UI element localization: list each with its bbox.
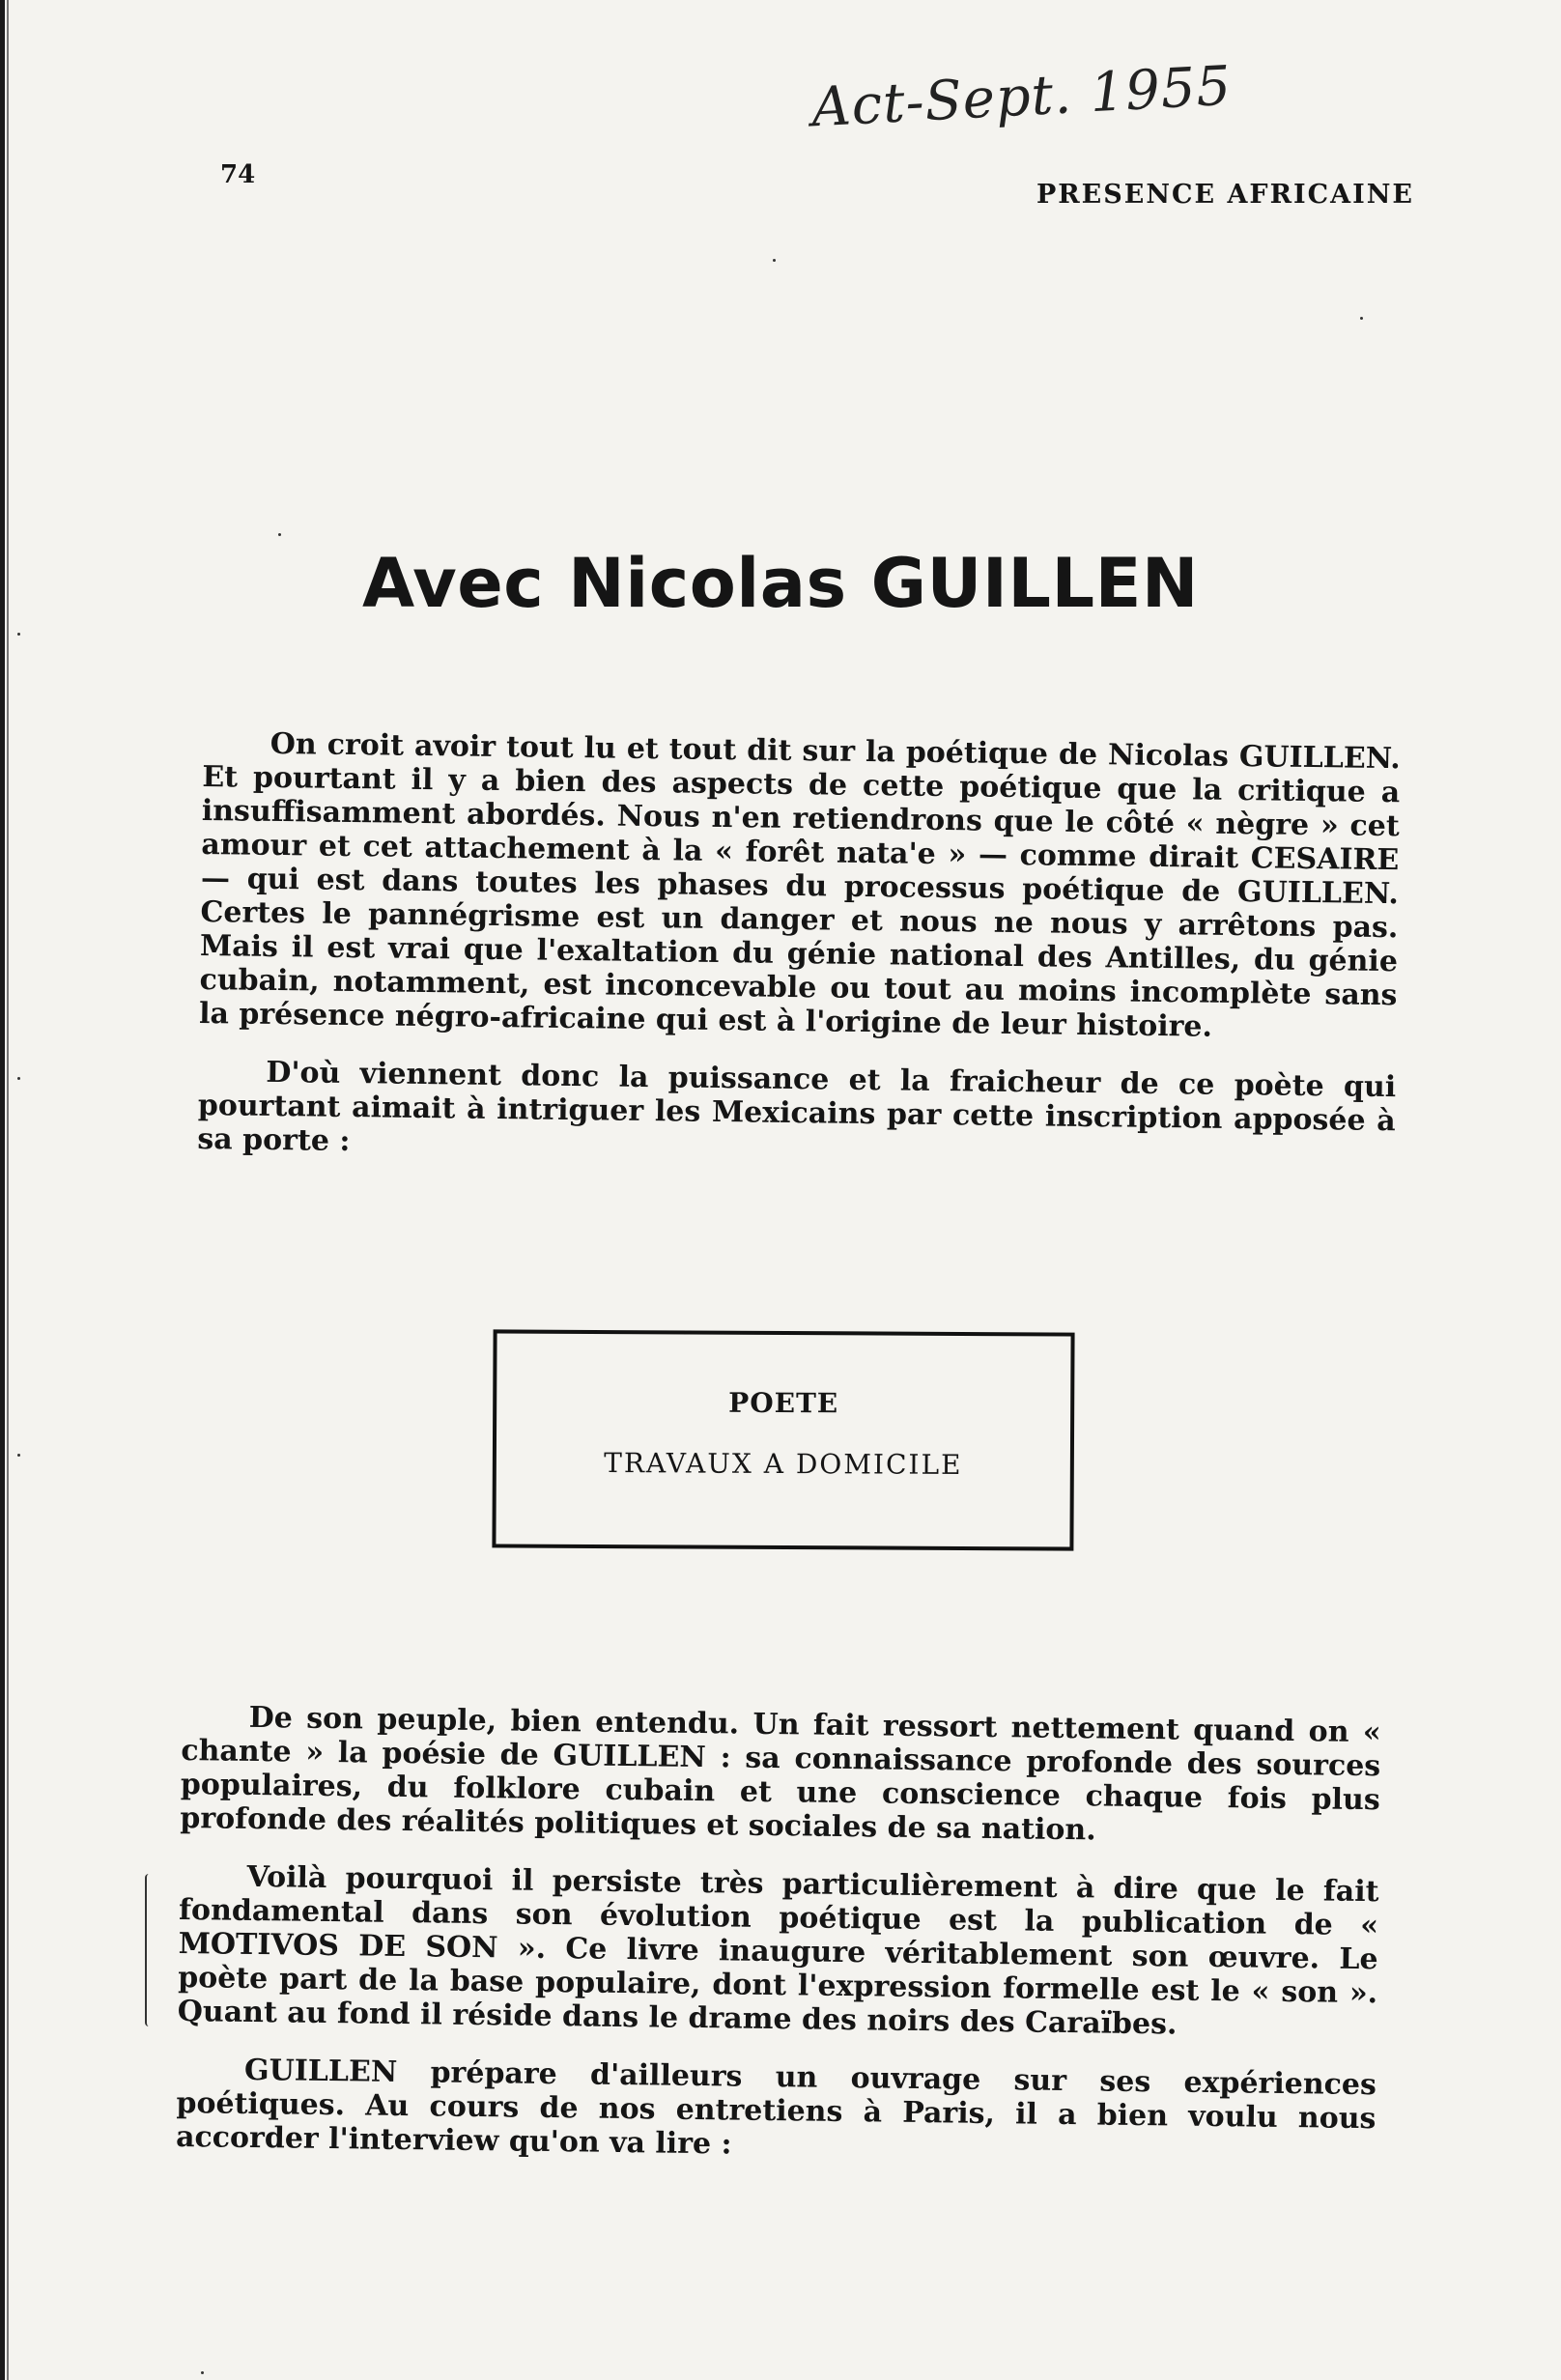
handwritten-date-note: Act-Sept. 1955 — [809, 54, 1234, 140]
body-paragraph-3: GUILLEN prépare d'ailleurs un ouvrage sur ses expériences poétiques. Au cours de nos entretiens à Paris, il a bien voulu nous accorder l'interview qu'on va lire : — [175, 2053, 1377, 2162]
body-paragraph-2: Voilà pourquoi il persiste très particulièrement à dire que le fait fondamental dans son évolution poétique est la publication de « MOTIVOS DE SON ». Ce livre inaugure véritablement son œuvre. Le poète part de la base populaire, dont l'expression formelle est le « son ». Quant au fond il réside dans le drame des noirs des Caraïbes. — [177, 1859, 1379, 2042]
inscription-line-poete: POETE — [728, 1386, 839, 1420]
door-inscription-box — [492, 1329, 1074, 1550]
scan-speck — [17, 633, 20, 636]
body-paragraph-1: De son peuple, bien entendu. Un fait ressort nettement quand on « chante » la poésie de GUILLEN : sa connaissance profonde des sources populaires, du folklore cubain et une conscience chaque fois plus profonde des réalités politiques et sociales de sa nation. — [180, 1700, 1381, 1848]
intro-paragraph-2: D'où viennent donc la puissance et la fraicheur de ce poète qui pourtant aimait à intriguer les Mexicains par cette inscription apposée à sa porte : — [197, 1055, 1397, 1159]
scan-speck — [17, 1454, 20, 1457]
running-head: PRESENCE AFRICAINE — [1036, 180, 1414, 210]
scan-speck — [17, 1077, 20, 1080]
article-title: Avec Nicolas GUILLEN — [361, 543, 1200, 623]
body-section — [176, 1700, 1381, 2169]
intro-paragraph-1: On croit avoir tout lu et tout dit sur la poétique de Nicolas GUILLEN. Et pourtant il y a bien des aspects de cette poétique que la critique a insuffisamment abordés. Nous n'en retiendrons que le côté « nègre » cet amour et cet attachement à la « forêt nata'e » — comme dirait CESAIRE — qui est dans toutes les phases du processus poétique de GUILLEN. Certes le pannégrisme est un danger et nous ne nous y arrêtons pas. Mais il est vrai que l'exaltation du génie national des Antilles, du génie cubain, notamment, est inconcevable ou tout au moins incomplète sans la présence négro-africaine qui est à l'origine de leur histoire. — [198, 726, 1401, 1044]
scan-speck — [773, 259, 776, 262]
margin-bracket-mark — [145, 1874, 156, 2026]
scan-speck — [201, 2371, 204, 2374]
page-binding-shadow — [7, 0, 9, 2380]
scan-speck — [278, 533, 281, 536]
scan-speck — [1360, 317, 1363, 320]
page-number: 74 — [220, 160, 256, 189]
intro-section — [197, 726, 1401, 1172]
inscription-line-travaux: TRAVAUX A DOMICILE — [604, 1447, 963, 1481]
page-binding-edge — [0, 0, 5, 2380]
